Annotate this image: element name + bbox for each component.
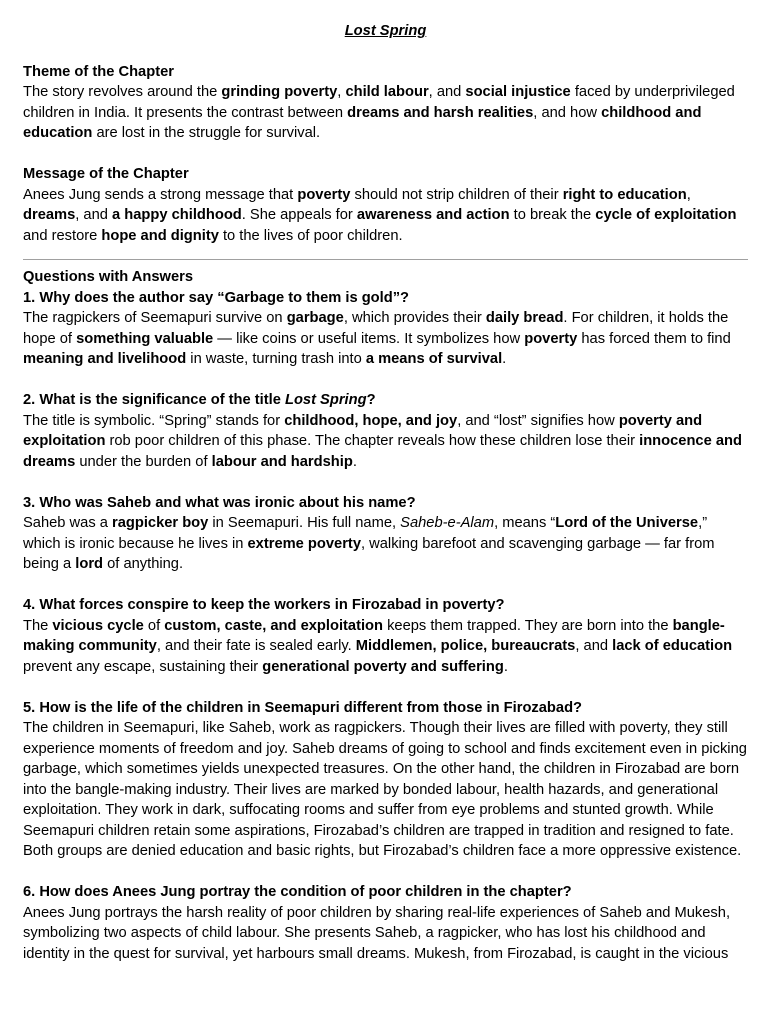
answer-4 (23, 616, 748, 678)
text-run: , (337, 84, 346, 100)
text-run: 4. What forces conspire to keep the workers in Firozabad in poverty? (23, 597, 505, 613)
text-run: prevent any escape, sustaining their (23, 658, 263, 675)
bold-text-run: generational poverty and suffering (262, 658, 504, 675)
text-run: has forced them to find (577, 330, 731, 347)
theme-paragraph (23, 82, 748, 144)
bold-text-run: something valuable (76, 330, 214, 347)
text-run: of (143, 617, 165, 634)
text-run: The title is symbolic. “Spring” stands for (23, 412, 285, 429)
text-run: 5. How is the life of the children in Seemapuri different from those in Firozabad? (23, 699, 583, 716)
text-run: faced by underprivileged children in India. It presents the contrast between (23, 84, 735, 121)
text-run: , and (75, 207, 113, 223)
qa-item (23, 493, 748, 596)
text-run: 6. How does Anees Jung portray the condition of poor children in the chapter? (23, 884, 572, 900)
message-heading: Message of the Chapter (23, 166, 189, 182)
answer-3 (23, 513, 748, 575)
answer-1 (23, 308, 748, 370)
text-run: . She appeals for (241, 207, 357, 223)
question-4 (23, 595, 748, 616)
bold-text-run: labour and hardship (211, 453, 353, 470)
bold-text-run: a means of survival (365, 351, 503, 367)
text-run: Anees Jung portrays the harsh reality of poor children by sharing real-life experiences of Saheb and Mukesh, symbolizing two aspects of child labour. She presents Saheb, a ragpicker, who has lost his childhood and identity in the quest for survival, yet harbours small dreams. Mukesh, from Firozabad, is caught in the vicious (23, 904, 731, 962)
answer-2 (23, 411, 748, 473)
bold-text-run: garbage (286, 310, 344, 326)
text-run: The (23, 617, 53, 634)
text-run: in waste, turning trash into (186, 351, 366, 367)
spacer (23, 472, 748, 493)
bold-text-run: custom, caste, and exploitation (164, 617, 383, 634)
bold-text-run: Lord of the Universe (555, 515, 699, 531)
question-5 (23, 698, 748, 719)
qa-item (23, 698, 748, 883)
text-run: The ragpickers of Seemapuri survive on (23, 310, 287, 326)
bold-text-run: awareness and action (356, 207, 510, 223)
text-run: to the lives of poor children. (218, 227, 403, 244)
text-run: The children in Seemapuri, like Saheb, work as ragpickers. Though their lives are filled with poverty, they still experience moments of freedom and joy. Saheb dreams of going to school and finds excitement even in picking garbage, which sometimes yields unexpected treasures. On the other hand, the children in Firozabad are born into the bangle-making industry. Their lives are marked by bonded labour, health hazards, and generational exploitation. They work in dark, suffocating rooms and suffer from eye problems and stunted growth. While Seemapuri children retain some aspirations, Firozabad’s children are trapped in tradition and resigned to fate. Both groups are denied education and basic rights, but Firozabad’s children face a more oppressive existence. (23, 720, 747, 859)
text-run: Saheb was a (23, 515, 112, 531)
text-run: . For children, it holds the hope of (23, 310, 729, 347)
spacer (23, 575, 748, 596)
bold-text-run: lack of education (612, 638, 733, 654)
qa-item (23, 595, 748, 698)
text-run: under the burden of (75, 453, 212, 470)
text-run: ,” which is ironic because he lives in (23, 515, 708, 552)
text-run: 3. Who was Saheb and what was ironic about his name? (23, 494, 416, 511)
text-run: , and their fate is sealed early. (156, 638, 356, 654)
bold-text-run: ragpicker boy (112, 515, 209, 531)
bold-text-run: grinding poverty (221, 84, 338, 100)
qa-item (23, 882, 748, 964)
text-run: . (352, 453, 357, 470)
qa-list (23, 288, 748, 965)
bold-text-run: meaning and livelihood (23, 351, 187, 367)
text-run: . (502, 351, 507, 367)
qa-item (23, 288, 748, 391)
question-2 (23, 390, 748, 411)
text-run: , and (575, 638, 613, 654)
bold-text-run: lord (75, 556, 104, 572)
bold-text-run: childhood, hope, and joy (284, 412, 458, 429)
italic-text-run: Saheb-e-Alam (400, 515, 495, 531)
text-run: , and “lost” signifies how (457, 412, 619, 429)
bold-text-run: right to education (562, 186, 687, 203)
text-run: are lost in the struggle for survival. (92, 125, 321, 141)
text-run: should not strip children of their (350, 186, 563, 203)
question-6 (23, 882, 748, 903)
document-title: Lost Spring (344, 23, 427, 39)
qa-heading: Questions with Answers (23, 269, 194, 285)
italic-text-run: Lost Spring (284, 392, 367, 408)
qa-item (23, 390, 748, 493)
message-paragraph (23, 185, 748, 247)
text-run: , which provides their (343, 310, 486, 326)
spacer (23, 370, 748, 391)
bold-text-run: daily bread (485, 310, 564, 326)
text-run: , means “ (494, 515, 556, 531)
bold-text-run: innocence and dreams (23, 433, 742, 470)
bold-text-run: vicious cycle (52, 617, 144, 634)
spacer (23, 144, 748, 165)
bold-text-run: extreme poverty (247, 535, 361, 552)
text-run: . (503, 658, 508, 675)
text-run: 1. Why does the author say “Garbage to them is gold”? (23, 289, 410, 306)
text-run: of anything. (103, 556, 184, 572)
text-run: and restore (23, 227, 102, 244)
text-run: The story revolves around the (23, 84, 222, 100)
text-run: , walking barefoot and scavenging garbage — far from being a (23, 535, 715, 572)
text-run: — like coins or useful items. It symbolizes how (213, 330, 525, 347)
text-run: in Seemapuri. His full name, (208, 515, 401, 531)
bold-text-run: cycle of exploitation (595, 207, 737, 223)
bold-text-run: bangle-making community (23, 617, 725, 654)
text-run: ? (366, 392, 376, 408)
text-run: 2. What is the significance of the title (23, 392, 285, 408)
bold-text-run: poverty (297, 186, 351, 203)
spacer (23, 677, 748, 698)
bold-text-run: dreams (23, 207, 76, 223)
bold-text-run: poverty and exploitation (23, 412, 703, 449)
bold-text-run: social injustice (465, 84, 571, 100)
question-3 (23, 493, 748, 514)
text-run: keeps them trapped. They are born into the (383, 617, 673, 634)
question-1 (23, 288, 748, 309)
text-run: rob poor children of this phase. The chapter reveals how these children lose their (105, 433, 640, 449)
answer-6 (23, 903, 748, 965)
bold-text-run: child labour (345, 84, 429, 100)
bold-text-run: childhood and education (23, 104, 702, 141)
bold-text-run: dreams and harsh realities (347, 104, 534, 121)
bold-text-run: hope and dignity (101, 227, 219, 244)
text-run: , and (428, 84, 466, 100)
section-divider (23, 259, 748, 260)
bold-text-run: Middlemen, police, bureaucrats (355, 638, 576, 654)
theme-heading: Theme of the Chapter (23, 63, 174, 80)
answer-5 (23, 718, 748, 862)
text-run: Anees Jung sends a strong message that (23, 186, 298, 203)
spacer (23, 862, 748, 883)
text-run: , (686, 186, 691, 203)
text-run: to break the (509, 207, 596, 223)
bold-text-run: poverty (524, 330, 578, 347)
text-run: , and how (533, 104, 602, 121)
bold-text-run: a happy childhood (112, 207, 242, 223)
